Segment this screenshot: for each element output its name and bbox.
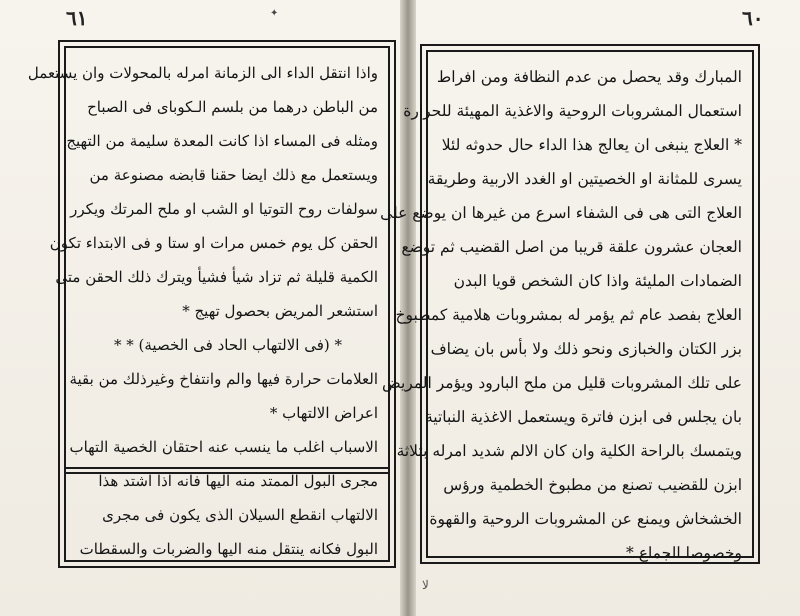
text-line: استعمال المشروبات الروحية والاغذية المهيئة للحرارة [403,102,742,120]
section-heading: * (فى الالتهاب الحاد فى الخصية) * * [113,336,343,354]
text-line: واذا انتقل الداء الى الزمانة امرله بالمحولات وان يستعمل [27,64,378,82]
text-line: الحقن كل يوم خمس مرات او ستا و فى الابتداء تكون [49,234,378,252]
text-line: يسرى للمثانة او الخصيتين او الغدد الاربية وطريقة [427,170,742,188]
text-line: * العلاج ينبغى ان يعالج هذا الداء حال حدوثه لئلا [441,136,742,154]
left-text-frame [27,46,390,562]
text-line: ابزن للقضيب تصنع من مطبوخ الخطمية ورؤس [443,476,742,494]
left-page-number: ٦١ [66,6,88,30]
text-line: الضمادات المليئة واذا كان الشخص قويا البدن [453,272,742,290]
text-line: على تلك المشروبات قليل من ملح البارود ويؤمر المريض [381,374,742,392]
text-line: العلاج بفصد عام ثم يؤمر له بمشروبات هلامية كمطبوخ [395,306,742,324]
text-line: اعراض الالتهاب * [269,404,378,422]
text-line: الاسباب اغلب ما ينسب عنه احتقان الخصية التهاب [69,438,378,456]
text-line: العلامات حرارة فيها والم وانتفاخ وغيرذلك من بقية [69,370,378,388]
text-line: سولفات روح التوتيا او الشب او ملح المرتك ويكرر [70,200,378,218]
left-text-block [27,56,378,558]
right-text-frame [380,50,754,562]
text-line: ويتمسك بالراحة الكلية وان كان الالم شديد امرله بثلاثة [396,442,742,460]
text-line: العجان عشرون علقة قريبا من اصل القضيب ثم توضع [401,238,742,256]
text-line: البول فكانه ينتقل منه اليها والضربات والسقطات [79,540,378,558]
right-text-block [380,60,742,562]
text-line: ويستعمل مع ذلك ايضا حقنا قابضه مصنوعة من [89,166,378,184]
text-line: مجرى البول الممتد منه اليها فانه اذا اشتد هذا [98,472,378,490]
text-line: وخصوصا الجماع * [626,544,742,562]
text-line: بان يجلس فى ابزن فاترة ويستعمل الاغذية النباتية [424,408,742,426]
ornament-mark: ✦ [270,8,279,19]
text-line: استشعر المريض بحصول تهيج * [182,302,378,320]
text-line: العلاج التى هى فى الشفاء اسرع من غيرها ان يوضع على [380,204,742,222]
text-line: الخشخاش ويمنع عن المشروبات الروحية والقهوة [429,510,742,528]
text-line: من الباطن درهما من بلسم الـكوباى فى الصباح [87,98,378,116]
text-line: الكمية قليلة ثم تزاد شيأ فشيأ ويترك ذلك الحقن متى [55,268,378,286]
right-page-number: ٦٠ [742,6,764,30]
footer-mark: ﻻ [422,578,429,592]
text-line: بزر الكتان والخبازى ونحو ذلك ولا بأس بان يضاف [430,340,742,358]
text-line: الالتهاب انقطع السيلان الذى يكون فى مجرى [102,506,378,524]
text-line: ومثله فى المساء اذا كانت المعدة سليمة من التهيج [66,132,378,150]
text-line: المبارك وقد يحصل من عدم النظافة ومن افراط [436,68,742,86]
